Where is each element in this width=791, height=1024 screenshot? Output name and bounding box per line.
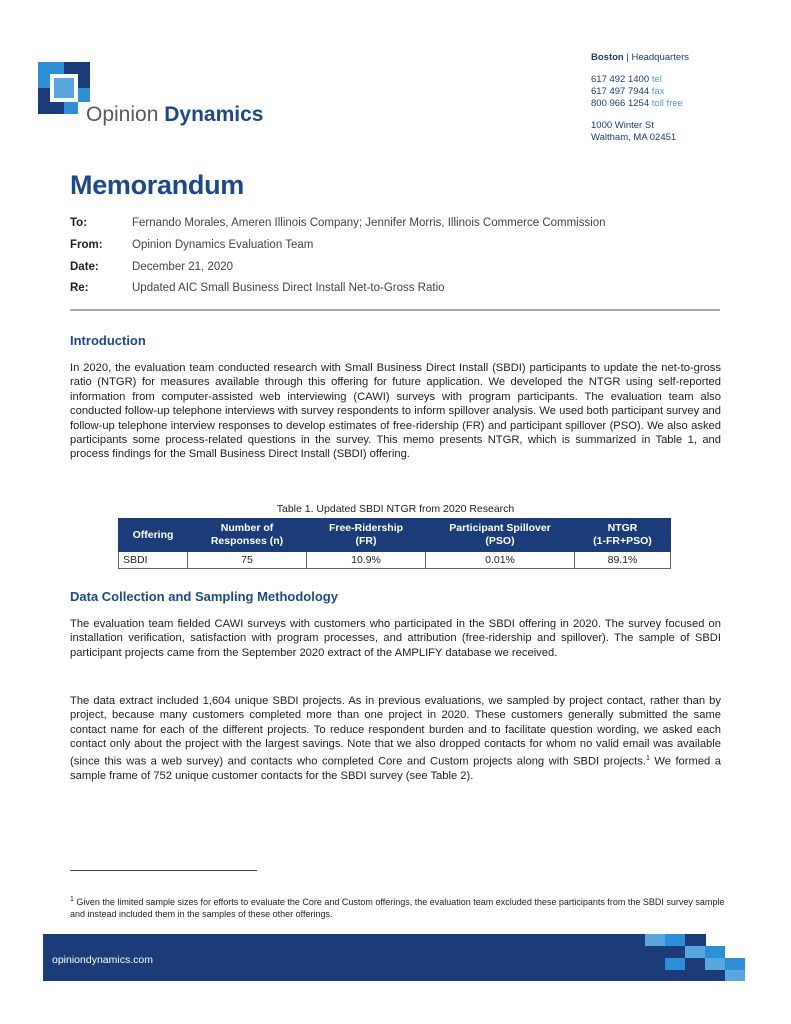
cell-responses: 75 [188, 552, 307, 569]
methodology-paragraph-1: The evaluation team fielded CAWI surveys with customers who participated in the SBDI offering in 2020. The survey focused on installation verification, satisfaction with program processes, and attribution (free-ridership and spillover). The sample of SBDI participant projects came from the September 2020 extract of the AMPLIFY database we received. [70, 618, 721, 659]
methodology-paragraph-2: The data extract included 1,604 unique SBDI projects. As in previous evaluations, we sampled by project contact, rather than by project, because many customers completed more than one project in 2020. These customers generally submitted the same contact name for each of the different projects. To reduce respondent burden and to facilitate question wording, we asked each contact only about the project with the largest savings. Note that we also dropped contacts for whom no valid email was available (since this was a web survey) and contacts who completed Core and Custom projects along with SBDI projects.$^1$ We formed a sample frame of 752 unique customer contacts for the SBDI survey (see Table 2). [70, 695, 721, 782]
footer-url[interactable]: opiniondynamics.com [52, 954, 153, 966]
col-offering: Offering [119, 519, 188, 552]
methodology-heading: Data Collection and Sampling Methodology [70, 589, 338, 604]
contact-block [591, 52, 689, 144]
table-row [119, 552, 671, 569]
col-ntgr: NTGR (1-FR+PSO) [575, 519, 671, 552]
memo-title: Memorandum [70, 170, 245, 200]
cell-pso: 0.01% [426, 552, 575, 569]
header-divider [70, 309, 720, 311]
office-line: Boston | Headquarters [591, 52, 690, 63]
footnote-divider [70, 870, 257, 871]
memo-re: Re: Updated AIC Small Business Direct Install Net-to-Gross Ratio [70, 282, 445, 294]
col-pso: Participant Spillover (PSO) [426, 519, 575, 552]
tel-line: 617 492 1400 tel [591, 74, 662, 85]
cell-fr: 10.9% [307, 552, 426, 569]
logo-wordmark: Opinion Dynamics [86, 103, 264, 126]
intro-heading: Introduction [70, 333, 146, 348]
table1-caption: Table 1. Updated SBDI NTGR from 2020 Research [276, 503, 515, 515]
table1 [118, 518, 671, 569]
street-line: 1000 Winter St [591, 120, 654, 131]
memo-to: To: Fernando Morales, Ameren Illinois Company; Jennifer Morris, Illinois Commerce Commission [70, 217, 606, 229]
intro-paragraph: In 2020, the evaluation team conducted research with Small Business Direct Install (SBDI) participants to update the net-to-gross ratio (NTGR) for measures available through this offering for future application. We developed the NTGR using self-reported information from computer-assisted web interviewing (CAWI) surveys with program participants. The evaluation team also conducted follow-up telephone interviews with survey respondents to inform spillover analysis. We used both participant survey and follow-up telephone interview responses to develop estimates of free-ridership (FR) and participant spillover (PSO). We also asked participants some process-related questions in the survey. This memo presents NTGR, which is summarized in Table 1, and process findings for the Small Business Direct Install (SBDI) offering. [70, 362, 721, 461]
tollfree-line: 800 966 1254 toll free [591, 98, 683, 109]
footnote-ref[interactable]: 1 [645, 754, 650, 762]
memo-date: Date: December 21, 2020 [70, 261, 234, 273]
footnote: $^1$ Given the limited sample sizes for efforts to evaluate the Core and Custom offerings, the evaluation team excluded these participants from the SBDI survey sample and instead included them in the samples of these other offerings. [70, 896, 725, 919]
cell-offering: SBDI [119, 552, 188, 569]
logo-mark [38, 62, 90, 114]
city-line: Waltham, MA 02451 [591, 132, 677, 143]
col-responses: Number of Responses (n) [188, 519, 307, 552]
cell-ntgr: 89.1% [575, 552, 671, 569]
memo-from: From: Opinion Dynamics Evaluation Team [70, 239, 314, 251]
fax-line: 617 497 7944 fax [591, 86, 665, 97]
col-fr: Free-Ridership (FR) [307, 519, 426, 552]
table-header-row [119, 519, 671, 552]
